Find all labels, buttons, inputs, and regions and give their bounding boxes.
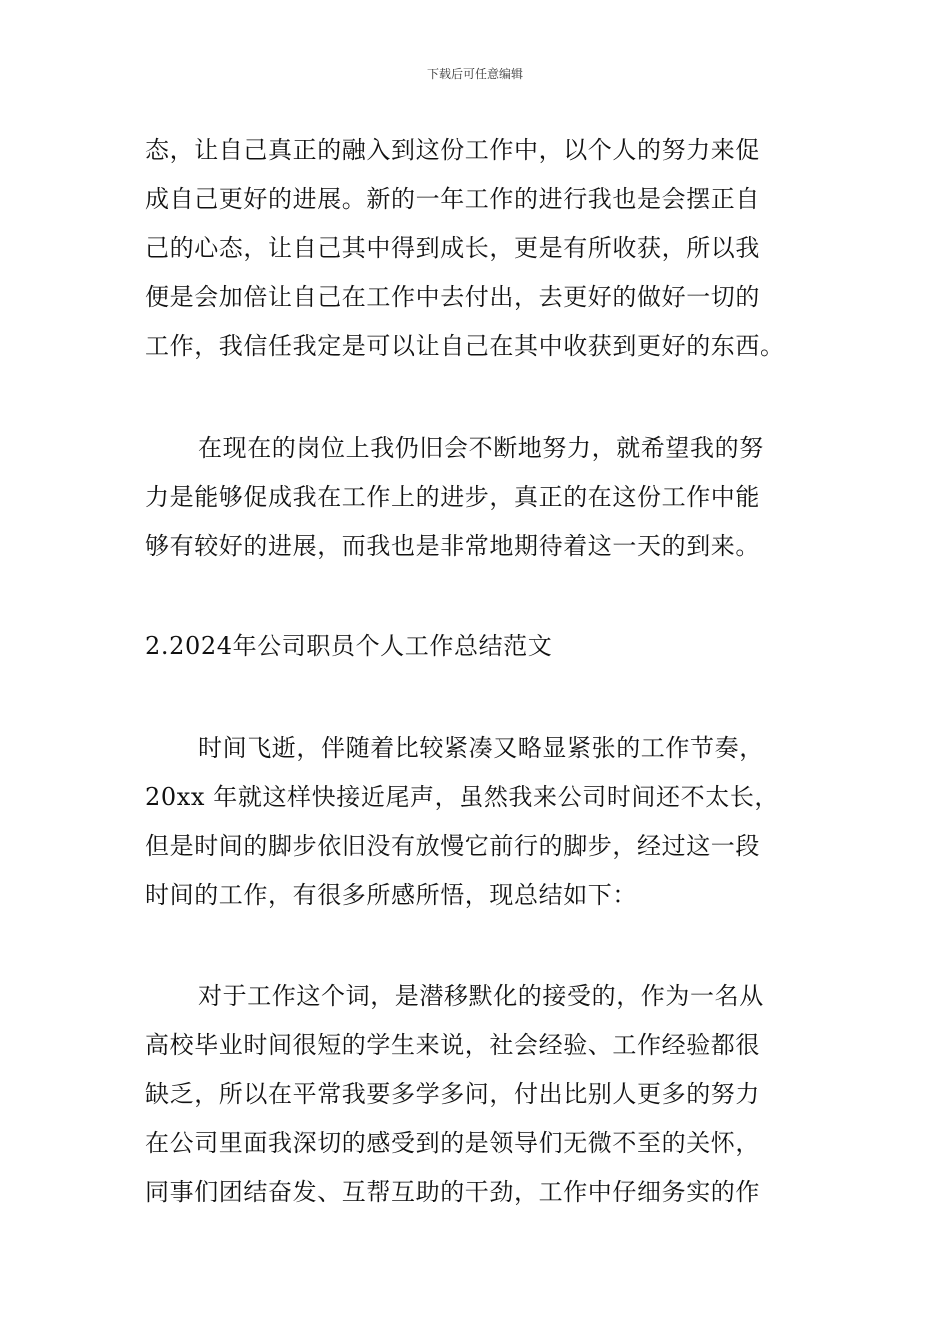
section-title: 2.2024年公司职员个人工作总结范文 — [145, 632, 553, 660]
text-line: 20xx 年就这样快接近尾声，虽然我来公司时间还不太长， — [145, 783, 780, 811]
text-line: 够有较好的进展，而我也是非常地期待着这一天的到来。 — [145, 532, 760, 560]
text-line: 便是会加倍让自己在工作中去付出，去更好的做好一切的 — [145, 283, 760, 311]
text-line: 力是能够促成我在工作上的进步，真正的在这份工作中能 — [145, 483, 760, 511]
text-line: 缺乏，所以在平常我要多学多问，付出比别人更多的努力 — [145, 1080, 760, 1108]
text-line: 在公司里面我深切的感受到的是领导们无微不至的关怀， — [145, 1129, 760, 1157]
page-header: 下载后可任意编辑 — [426, 67, 523, 81]
text-line: 但是时间的脚步依旧没有放慢它前行的脚步，经过这一段 — [145, 832, 760, 860]
text-line: 时间的工作，有很多所感所悟，现总结如下： — [145, 881, 637, 909]
text-line: 在现在的岗位上我仍旧会不断地努力，就希望我的努 — [198, 434, 764, 462]
text-line: 时间飞逝，伴随着比较紧凑又略显紧张的工作节奏， — [198, 734, 764, 762]
text-line: 态，让自己真正的融入到这份工作中，以个人的努力来促 — [145, 136, 760, 164]
text-line: 成自己更好的进展。新的一年工作的进行我也是会摆正自 — [145, 185, 760, 213]
text-line: 高校毕业时间很短的学生来说，社会经验、工作经验都很 — [145, 1031, 760, 1059]
text-line: 对于工作这个词，是潜移默化的接受的，作为一名从 — [198, 982, 764, 1010]
text-line: 同事们团结奋发、互帮互助的干劲，工作中仔细务实的作 — [145, 1178, 760, 1206]
text-line: 己的心态，让自己其中得到成长，更是有所收获，所以我 — [145, 234, 760, 262]
text-line: 工作，我信任我定是可以让自己在其中收获到更好的东西。 — [145, 332, 785, 360]
